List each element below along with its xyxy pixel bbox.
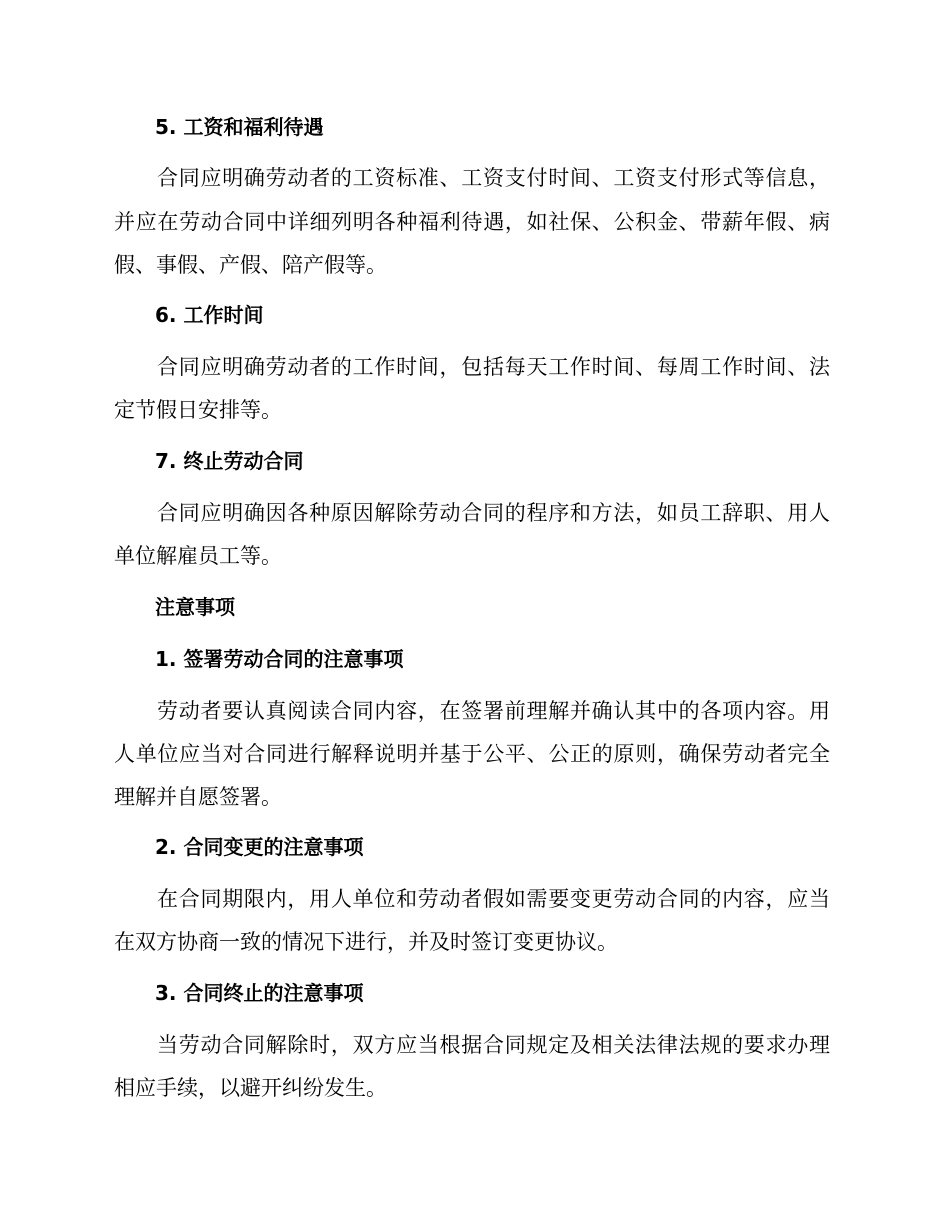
paragraph-line: 当劳动合同解除时，双方应当根据合同规定及相关法律法规的要求办理: [157, 1033, 830, 1057]
section-heading-wages: 5. 工资和福利待遇: [155, 115, 324, 139]
paragraph-line: 相应手续，以避开纠纷发生。: [114, 1076, 387, 1100]
paragraph-line: 合同应明确因各种原因解除劳动合同的程序和方法，如员工辞职、用人: [157, 501, 830, 525]
paragraph-line: 假、事假、产假、陪产假等。: [114, 253, 387, 277]
section-heading-signing-notes: 1. 签署劳动合同的注意事项: [155, 647, 404, 671]
paragraph-line: 合同应明确劳动者的工作时间，包括每天工作时间、每周工作时间、法: [157, 355, 830, 379]
section-heading-change-notes: 2. 合同变更的注意事项: [155, 835, 364, 859]
paragraph-line: 劳动者要认真阅读合同内容，在签署前理解并确认其中的各项内容。用: [157, 699, 830, 723]
section-heading-termination-notes: 3. 合同终止的注意事项: [155, 981, 364, 1005]
section-heading-termination: 7. 终止劳动合同: [155, 449, 304, 473]
paragraph-line: 并应在劳动合同中详细列明各种福利待遇，如社保、公积金、带薪年假、病: [114, 210, 830, 234]
paragraph-line: 单位解雇员工等。: [114, 544, 282, 568]
paragraph-line: 理解并自愿签署。: [114, 785, 282, 809]
paragraph-line: 合同应明确劳动者的工资标准、工资支付时间、工资支付形式等信息，: [157, 166, 830, 190]
section-heading-notes: 注意事项: [155, 595, 235, 619]
paragraph-line: 在合同期限内，用人单位和劳动者假如需要变更劳动合同的内容，应当: [157, 887, 830, 911]
paragraph-line: 定节假日安排等。: [114, 398, 282, 422]
section-heading-work-hours: 6. 工作时间: [155, 303, 264, 327]
paragraph-line: 在双方协商一致的情况下进行，并及时签订变更协议。: [114, 930, 618, 954]
paragraph-line: 人单位应当对合同进行解释说明并基于公平、公正的原则，确保劳动者完全: [114, 742, 830, 766]
